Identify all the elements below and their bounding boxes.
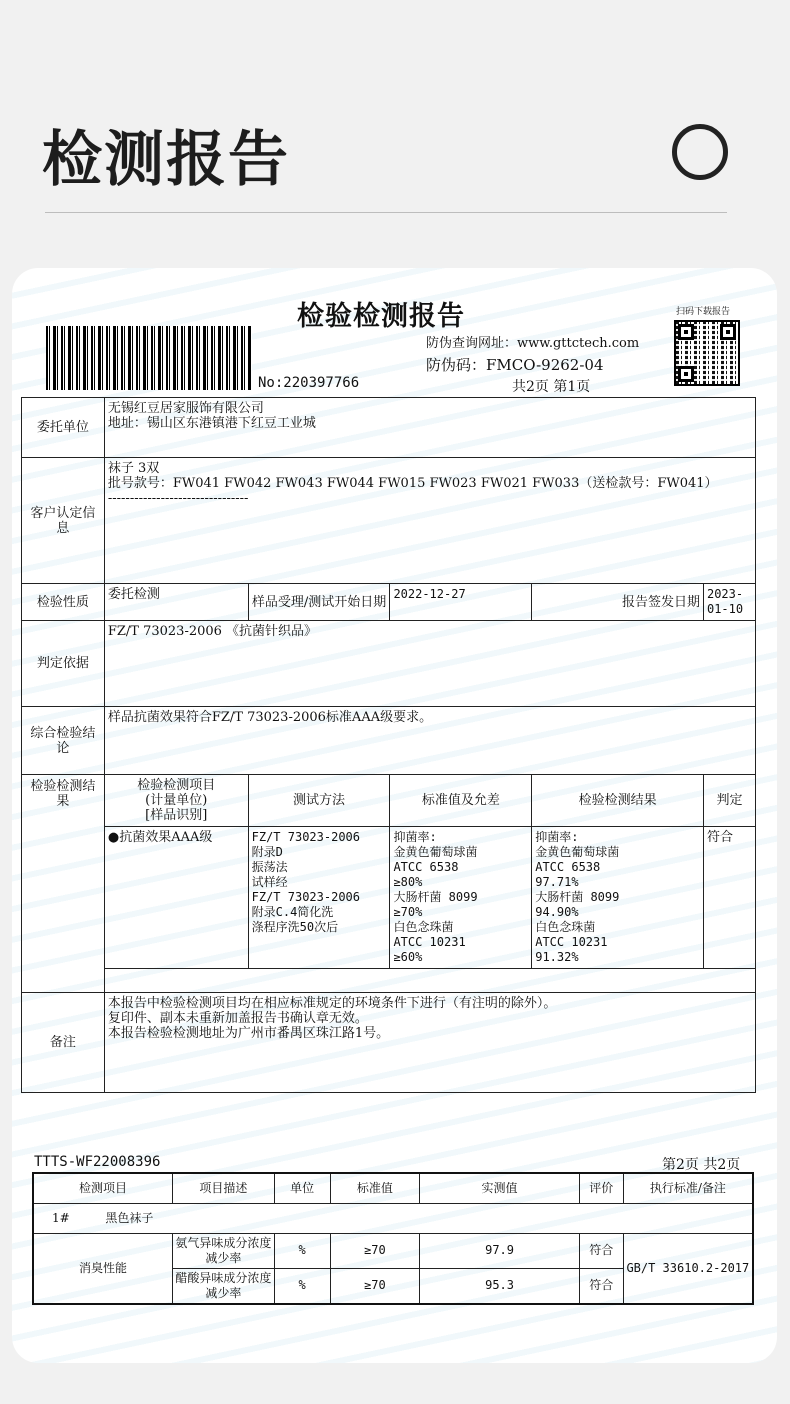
sample-name: 黑色袜子 [105, 1210, 154, 1225]
t2-row1-unit: % [274, 1233, 330, 1268]
result-method: FZ/T 73023-2006 附录D 振荡法 试样经 FZ/T 73023-2006 附录C.4简化洗 涤程序洗50次后 [248, 827, 390, 969]
result-header-item: 检验检测项目 (计量单位) [样品识别] [104, 775, 248, 827]
barcode [46, 326, 252, 390]
result-label: 检验检测结果 [22, 775, 105, 993]
result-verdict: 符合 [703, 827, 755, 969]
circle-icon[interactable] [672, 124, 728, 180]
odor-test-table [32, 1172, 754, 1305]
result-value: 抑菌率: 金黄色葡萄球菌 ATCC 6538 97.71% 大肠杆菌 8099 94.90% 白色念珠菌 ATCC 10231 91.32% [532, 827, 704, 969]
result-empty-row [104, 969, 755, 993]
customer-label: 客户认定信息 [22, 458, 105, 584]
result-header-standard: 标准值及允差 [390, 775, 532, 827]
issue-date-label: 报告签发日期 [532, 584, 704, 621]
report-table [21, 397, 756, 1093]
divider [45, 212, 727, 213]
t2-header-unit: 单位 [274, 1173, 330, 1203]
query-url: 防伪查询网址：www.gttctech.com [426, 336, 640, 351]
t2-row2-measured: 95.3 [420, 1268, 580, 1304]
t2-header-eval: 评价 [579, 1173, 623, 1203]
result-header-verdict: 判定 [703, 775, 755, 827]
sample-row [33, 1203, 753, 1233]
conclusion-value: 样品抗菌效果符合FZ/T 73023-2006标准AAA级要求。 [104, 707, 755, 775]
result-standard: 抑菌率: 金黄色葡萄球菌 ATCC 6538 ≥80% 大肠杆菌 8099 ≥70% 白色念珠菌 ATCC 10231 ≥60% [390, 827, 532, 969]
report-title: 检验检测报告 [297, 301, 465, 332]
t2-row1-measured: 97.9 [420, 1233, 580, 1268]
page-indicator: 共2页 第1页 [512, 379, 591, 395]
t2-row1-std: ≥70 [330, 1233, 420, 1268]
category-cell: 消臭性能 [33, 1233, 173, 1304]
basis-label: 判定依据 [22, 621, 105, 707]
result-item: ●抗菌效果AAA级 [104, 827, 248, 969]
start-date-value: 2022-12-27 [390, 584, 532, 621]
result-header-method: 测试方法 [248, 775, 390, 827]
nature-value: 委托检测 [104, 584, 248, 621]
issue-date-value: 2023-01-10 [703, 584, 755, 621]
client-value: 无锡红豆居家服饰有限公司 地址：锡山区东港镇港下红豆工业城 [104, 398, 755, 458]
nature-label: 检验性质 [22, 584, 105, 621]
report-number: No:220397766 [258, 375, 360, 391]
t2-header-measured: 实测值 [420, 1173, 580, 1203]
result-header-result: 检验检测结果 [532, 775, 704, 827]
t2-header-desc: 项目描述 [173, 1173, 275, 1203]
remarks-label: 备注 [22, 993, 105, 1093]
t2-row2-std: ≥70 [330, 1268, 420, 1304]
conclusion-label: 综合检验结论 [22, 707, 105, 775]
qr-code-icon[interactable] [674, 320, 740, 386]
start-date-label: 样品受理/测试开始日期 [248, 584, 390, 621]
t2-row1-desc: 氨气异味成分浓度减少率 [173, 1233, 275, 1268]
report-sheet [12, 268, 777, 1363]
basis-value: FZ/T 73023-2006 《抗菌针织品》 [104, 621, 755, 707]
remarks-value: 本报告中检验检测项目均在相应标准规定的环境条件下进行（有注明的除外）。 复印件、副本未重新加盖报告书确认章无效。 本报告检验检测地址为广州市番禺区珠江路1号。 [104, 993, 755, 1093]
t2-header-standard: 执行标准/备注 [623, 1173, 753, 1203]
sample-no: 1# [52, 1210, 70, 1225]
t2-header-item: 检测项目 [33, 1173, 173, 1203]
customer-value: 袜子 3双 批号款号：FW041 FW042 FW043 FW044 FW015 FW023 FW021 FW033（送检款号：FW041） -------------------------------- [104, 458, 755, 584]
t2-row1-eval: 符合 [579, 1233, 623, 1268]
standard-ref: GB/T 33610.2-2017 [623, 1233, 753, 1304]
qr-label: 扫码下载报告 [676, 307, 731, 317]
page-title: 检测报告 [42, 125, 290, 195]
t2-row2-eval: 符合 [579, 1268, 623, 1304]
t2-row2-desc: 醋酸异味成分浓度减少率 [173, 1268, 275, 1304]
t2-header-std: 标准值 [330, 1173, 420, 1203]
client-label: 委托单位 [22, 398, 105, 458]
page2-code: TTTS-WF22008396 [34, 1154, 161, 1170]
anti-fake-code: 防伪码：FMCO-9262-04 [426, 356, 604, 374]
page2-indicator: 第2页 共2页 [662, 1157, 741, 1173]
t2-row2-unit: % [274, 1268, 330, 1304]
